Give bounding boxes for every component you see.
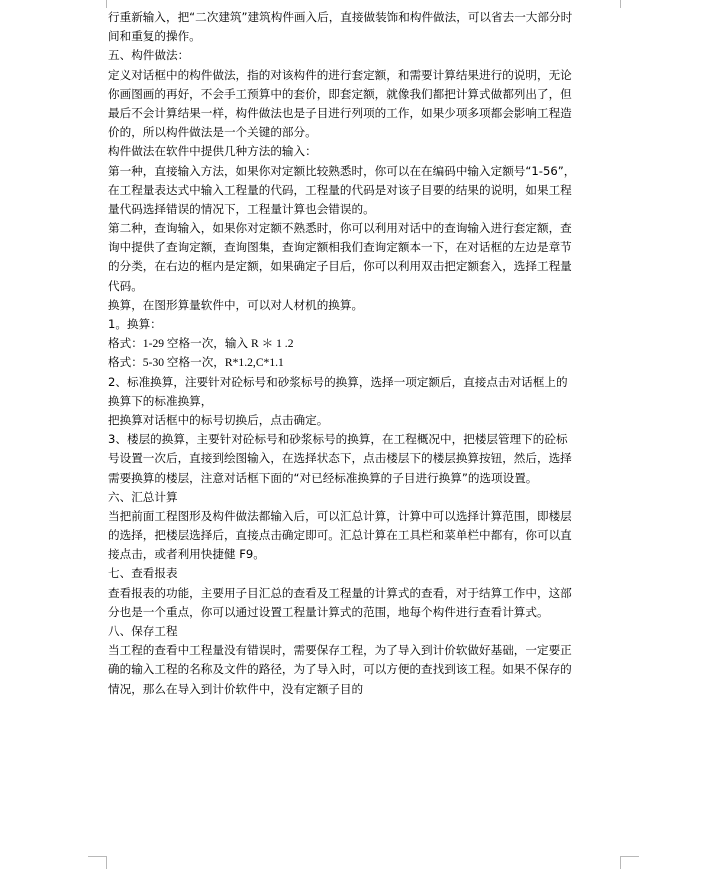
text-line: 3、楼层的换算，主要针对砼标号和砂浆标号的换算，在工程概况中，把楼层管理下的砼标 (108, 432, 568, 447)
text-line: 的选择，把楼层选择后，直接点击确定即可。汇总计算在工具栏和菜单栏中都有，你可以直 (108, 528, 572, 543)
text-line: 价的，所以构件做法是一个关键的部分。 (108, 125, 317, 140)
text-line: 换算下的标准换算， (108, 393, 213, 408)
text-line: 你画图画的再好，不会手工预算中的套价，即套定额，就像我们都把计算式做都列出了，但 (108, 86, 572, 101)
section-heading: 六、汇总计算 (108, 489, 178, 504)
section-heading: 五、构件做法： (108, 48, 190, 63)
text-line: 构件做法在软件中提供几种方法的输入： (108, 144, 317, 159)
page-corner-mark-bottom-left (88, 856, 107, 869)
page-corner-mark-top-left (88, 0, 107, 8)
text-line: 当把前面工程图形及构件做法都输入后，可以汇总计算，计算中可以选择计算范围，即楼层 (108, 508, 572, 523)
text-line: 第二种，查询输入，如果你对定额不熟悉时，你可以利用对话中的查询输入进行套定额，查 (108, 221, 572, 236)
text-line: 定义对话框中的构件做法，指的对该构件的进行套定额，和需要计算结果进行的说明，无论 (108, 67, 572, 82)
text-line: 当工程的查看中工程量没有错误时，需要保存工程，为了导入到计价软做好基础，一定要正 (108, 643, 572, 658)
section-heading: 七、查看报表 (108, 566, 178, 581)
formula-line: 格式：5-30 空格一次，R*1.2,C*1.1 (108, 356, 284, 370)
text-line: 接点击，或者利用快捷健 F9。 (108, 547, 265, 562)
text-line: 1。换算： (108, 317, 162, 331)
text-line: 需要换算的楼层，注意对话框下面的“对已经标准换算的子目进行换算”的选项设置。 (108, 470, 538, 485)
text-line: 的分类，在右边的框内是定额，如果确定子目后，你可以利用双击把定额套入，选择工程量 (108, 259, 572, 274)
text-line: 间和重复的操作。 (108, 29, 201, 44)
document-body[interactable] (108, 8, 620, 699)
page-corner-mark-top-right (620, 0, 639, 8)
text-line: 查看报表的功能，主要用子目汇总的查看及工程量的计算式的查看，对于结算工作中，这部 (108, 585, 572, 600)
section-heading: 八、保存工程 (108, 624, 178, 638)
text-line: 分也是一个重点，你可以通过设置工程量计算式的范围，地每个构件进行查看计算式。 (108, 604, 549, 619)
text-line: 情况，那么在导入到计价软件中，没有定额子目的 (108, 681, 364, 696)
text-line: 2、标准换算，注要针对砼标号和砂浆标号的换算，选择一项定额后，直接点击对话框上的 (108, 374, 568, 389)
text-line: 询中提供了查询定额，查询图集，查询定额相我们查询定额本一下，在对话框的左边是章节 (108, 240, 572, 255)
formula-line: 格式：1-29 空格一次，输入 R ＊ 1 .2 (108, 337, 294, 351)
text-line: 确的输入工程的名称及文件的路径，为了导入时，可以方便的查找到该工程。如果不保存的 (108, 662, 572, 677)
text-line: 把换算对话框中的标号切换后，点击确定。 (108, 412, 329, 427)
text-line: 号设置一次后，直接到绘图输入，在选择状态下，点击楼层下的楼层换算按钮，然后，选择 (108, 451, 572, 466)
text-line: 换算，在图形算量软件中，可以对人材机的换算。 (108, 297, 364, 312)
text-line: 量代码选择错误的情况下，工程量计算也会错误的。 (108, 201, 375, 216)
text-line: 代码。 (108, 278, 143, 293)
text-line: 第一种，直接输入方法，如果你对定额比较熟悉时，你可以在在编码中输入定额号“1-56”， (108, 163, 576, 178)
text-line: 行重新输入，把“二次建筑”建筑构件画入后，直接做装饰和构件做法，可以省去一大部分时 (108, 10, 573, 24)
text-line: 在工程量表达式中输入工程量的代码，工程量的代码是对该子目要的结果的说明，如果工程 (108, 182, 572, 197)
text-line: 最后不会计算结果一样，构件做法也是子目进行列项的工作，如果少项多项都会影响工程造 (108, 105, 572, 120)
page-corner-mark-bottom-right (620, 856, 639, 869)
